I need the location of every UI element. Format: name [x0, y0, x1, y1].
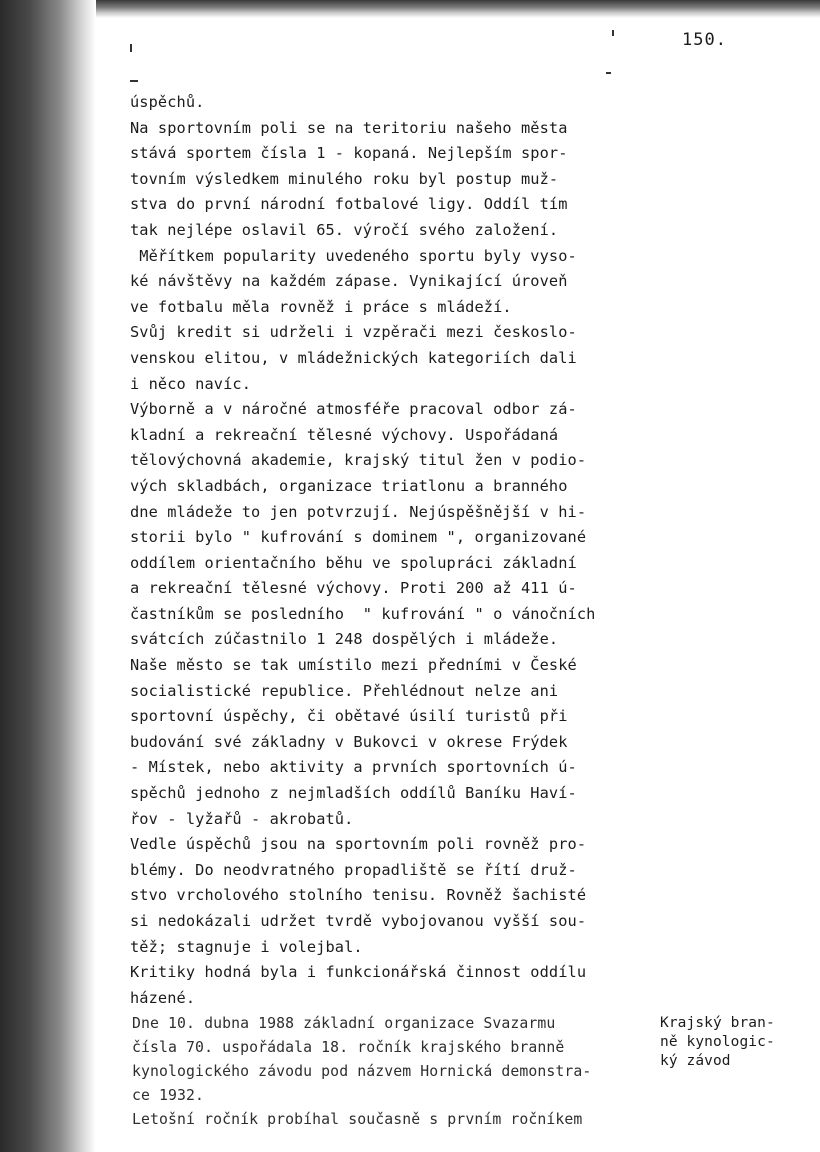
- text-line: budování své základny v Bukovci v okrese Frýdek: [130, 732, 568, 751]
- text-line: Měřítkem popularity uvedeného sportu byly vyso-: [130, 246, 577, 265]
- text-line: kynologického závodu pod názvem Hornická demonstra-: [132, 1063, 592, 1080]
- text-line: Naše město se tak umístilo mezi předními v České: [130, 656, 577, 675]
- text-line: blémy. Do neodvratného propadliště se řítí druž-: [130, 860, 577, 879]
- text-line: socialistické republice. Přehlédnout nelze ani: [130, 681, 559, 700]
- binding-shadow: [0, 0, 96, 1152]
- text-line: ce 1932.: [132, 1087, 205, 1104]
- text-line: Dne 10. dubna 1988 základní organizace Svazarmu: [132, 1015, 556, 1032]
- text-line: tak nejlépe oslavil 65. výročí svého založení.: [130, 220, 559, 239]
- margin-note-line: ký závod: [660, 1053, 731, 1069]
- text-line: storii bylo " kufrování s dominem ", organizované: [130, 528, 587, 547]
- text-line: těž; stagnuje i volejbal.: [130, 937, 363, 956]
- text-line: tovním výsledkem minulého roku byl postup muž-: [130, 169, 559, 188]
- margin-note-line: Krajský bran-: [660, 1015, 775, 1031]
- text-line: Vedle úspěchů jsou na sportovním poli rovněž pro-: [130, 835, 587, 854]
- text-line: stva do první národní fotbalové ligy. Oddíl tím: [130, 195, 568, 214]
- text-line: tělovýchovná akademie, krajský titul žen v podio-: [130, 451, 587, 470]
- text-line: venskou elitou, v mládežnických kategoriích dali: [130, 348, 577, 367]
- text-line: ké návštěvy na každém zápase. Vynikající úroveň: [130, 272, 568, 291]
- margin-tick: [612, 30, 614, 36]
- margin-note: [660, 1014, 810, 1071]
- text-line: vých skladbách, organizace triatlonu a branného: [130, 476, 568, 495]
- text-line: Výborně a v náročné atmosféře pracoval odbor zá-: [130, 400, 577, 419]
- text-line: sportovní úspěchy, či obětavé úsilí turistů při: [130, 707, 568, 726]
- text-line: i něco navíc.: [130, 374, 252, 393]
- text-line: častníkům se posledního " kufrování " o vánočních: [130, 604, 596, 623]
- text-line: Letošní ročník probíhal současně s prvním ročníkem: [132, 1111, 583, 1128]
- text-line: kladní a rekreační tělesné výchovy. Uspořádaná: [130, 425, 559, 444]
- margin-tick: [606, 72, 611, 74]
- top-edge-shadow: [96, 0, 820, 18]
- text-line: oddílem orientačního běhu ve spolupráci základní: [130, 553, 577, 572]
- text-line: čísla 70. uspořádala 18. ročník krajského branně: [132, 1039, 565, 1056]
- margin-note-line: ně kynologic-: [660, 1034, 775, 1050]
- margin-tick: [130, 80, 138, 82]
- text-line: si nedokázali udržet tvrdě vybojovanou vyšší sou-: [130, 912, 587, 930]
- text-line: házené.: [130, 988, 196, 1007]
- text-line: Svůj kredit si udrželi i vzpěrači mezi českoslo-: [130, 323, 577, 342]
- text-line: ve fotbalu měla rovněž i práce s mládeží.: [130, 297, 512, 316]
- text-line: spěchů jednoho z nejmladších oddílů Baníku Haví-: [130, 784, 577, 803]
- text-line: úspěchů.: [130, 93, 205, 111]
- margin-tick: [130, 44, 132, 52]
- text-line: svátcích zúčastnilo 1 248 dospělých i mládeže.: [130, 630, 559, 649]
- text-line: řov - lyžařů - akrobatů.: [130, 809, 354, 828]
- page-number: 150.: [682, 30, 727, 50]
- new-section-text: [132, 1012, 662, 1132]
- text-line: - Místek, nebo aktivity a prvních sportovních ú-: [130, 758, 577, 777]
- text-line: a rekreační tělesné výchovy. Proti 200 až 411 ú-: [130, 579, 577, 598]
- text-line: stvo vrcholového stolního tenisu. Rovněž šachisté: [130, 886, 587, 905]
- text-line: dne mládeže to jen potvrzují. Nejúspěšnější v hi-: [130, 502, 587, 521]
- text-line: stává sportem čísla 1 - kopaná. Nejlepším spor-: [130, 144, 568, 163]
- text-line: Na sportovním poli se na teritoriu našeho města: [130, 118, 568, 137]
- body-text: [130, 90, 660, 1011]
- text-line: Kritiky hodná byla i funkcionářská činnost oddílu: [130, 963, 587, 982]
